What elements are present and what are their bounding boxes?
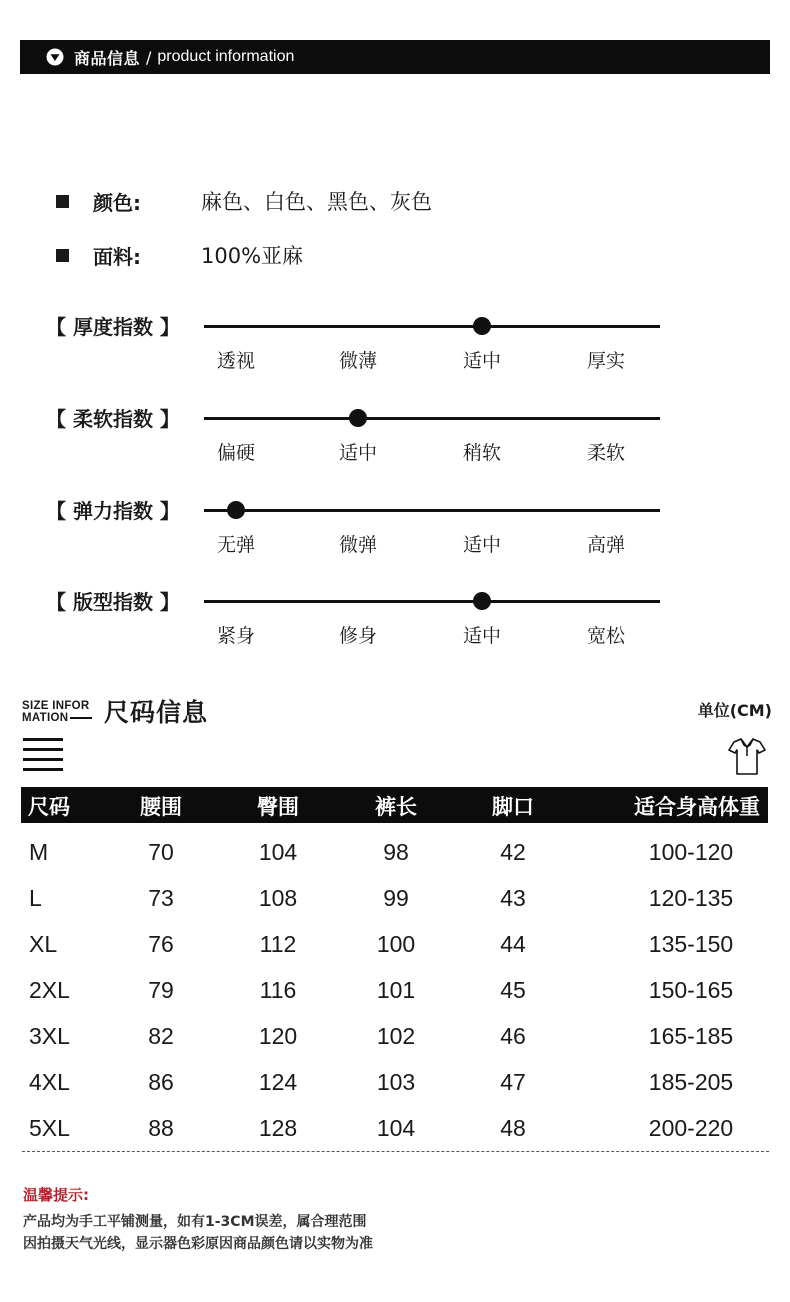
cell-size: 5XL xyxy=(29,1115,70,1141)
section-header-bar xyxy=(20,40,770,74)
cell-length: 104 xyxy=(376,1115,416,1141)
cell-waist: 88 xyxy=(148,1115,174,1141)
cell-waist: 73 xyxy=(148,885,174,911)
scale-option: 紧身 xyxy=(216,625,256,647)
attribute-value: 麻色、白色、黑色、灰色 xyxy=(201,190,432,214)
cell-leg-opening: 47 xyxy=(500,1069,526,1095)
cell-leg-opening: 45 xyxy=(500,977,526,1003)
scale-track xyxy=(204,417,660,420)
table-row xyxy=(21,877,768,923)
cell-size: M xyxy=(29,839,49,865)
scale-marker xyxy=(473,317,491,335)
header-separator: / xyxy=(146,47,152,67)
cell-height-weight: 200-220 xyxy=(648,1115,734,1141)
table-row xyxy=(21,1015,768,1061)
notice-line: 产品均为手工平铺测量，如有1-3CM误差，属合理范围 xyxy=(23,1214,367,1230)
table-row xyxy=(21,1107,768,1153)
attribute-color xyxy=(56,186,432,216)
bullet-square-icon xyxy=(56,249,69,262)
scale-title: 【 厚度指数 】 xyxy=(46,315,180,339)
cell-waist: 76 xyxy=(148,931,174,957)
scale-track xyxy=(204,600,660,603)
column-header-size: 尺码 xyxy=(28,795,70,819)
notice-line: 因拍摄天气光线，显示器色彩原因商品颜色请以实物为准 xyxy=(23,1236,373,1252)
dashed-divider xyxy=(22,1151,769,1152)
polo-shirt-icon xyxy=(728,736,766,776)
scale-title: 【 柔软指数 】 xyxy=(46,407,180,431)
menu-lines-icon xyxy=(23,738,63,778)
scale-marker xyxy=(473,592,491,610)
scale-option: 适中 xyxy=(462,350,502,372)
column-header-waist: 腰围 xyxy=(140,795,182,819)
scale-option: 宽松 xyxy=(586,625,626,647)
cell-length: 103 xyxy=(376,1069,416,1095)
cell-height-weight: 165-185 xyxy=(648,1023,734,1049)
size-info-en-line2: MATION xyxy=(22,712,69,724)
scale-option: 无弹 xyxy=(216,534,256,556)
scale-option: 微薄 xyxy=(338,350,378,372)
unit-label: 单位(CM) xyxy=(697,701,772,720)
cell-hip: 116 xyxy=(259,977,297,1003)
cell-height-weight: 100-120 xyxy=(648,839,734,865)
table-row xyxy=(21,831,768,877)
scale-option: 稍软 xyxy=(462,442,502,464)
heart-down-icon xyxy=(46,48,64,66)
header-title-en: product information xyxy=(157,48,295,65)
scale-option: 柔软 xyxy=(586,442,626,464)
scale-option: 适中 xyxy=(338,442,378,464)
cell-waist: 86 xyxy=(148,1069,174,1095)
cell-leg-opening: 48 xyxy=(500,1115,526,1141)
cell-size: 2XL xyxy=(29,977,70,1003)
cell-height-weight: 185-205 xyxy=(648,1069,734,1095)
column-header-leg-opening: 脚口 xyxy=(492,795,534,819)
scale-option: 透视 xyxy=(216,350,256,372)
cell-size: XL xyxy=(29,931,58,957)
scale-option: 偏硬 xyxy=(216,442,256,464)
cell-hip: 124 xyxy=(258,1069,298,1095)
cell-waist: 79 xyxy=(148,977,174,1003)
attribute-fabric xyxy=(56,240,304,270)
cell-hip: 108 xyxy=(258,885,298,911)
scale-option: 适中 xyxy=(462,625,502,647)
column-header-length: 裤长 xyxy=(375,795,417,819)
cell-leg-opening: 42 xyxy=(500,839,526,865)
cell-size: L xyxy=(29,885,42,911)
cell-leg-opening: 43 xyxy=(500,885,526,911)
table-row xyxy=(21,1061,768,1107)
scale-option: 适中 xyxy=(462,534,502,556)
cell-hip: 104 xyxy=(258,839,298,865)
cell-height-weight: 135-150 xyxy=(648,931,734,957)
cell-waist: 82 xyxy=(148,1023,174,1049)
column-header-height-weight: 适合身高体重 xyxy=(634,795,760,819)
cell-length: 101 xyxy=(376,977,416,1003)
cell-leg-opening: 44 xyxy=(500,931,526,957)
cell-size: 4XL xyxy=(29,1069,70,1095)
notice-title: 温馨提示: xyxy=(23,1186,89,1204)
cell-height-weight: 150-165 xyxy=(648,977,734,1003)
cell-length: 100 xyxy=(376,931,416,957)
size-title: 尺码信息 xyxy=(104,698,209,727)
attribute-label: 面料: xyxy=(93,244,141,269)
cell-hip: 112 xyxy=(259,931,297,957)
cell-length: 102 xyxy=(376,1023,416,1049)
scale-option: 微弹 xyxy=(338,534,378,556)
column-header-hip: 臀围 xyxy=(257,795,299,819)
cell-height-weight: 120-135 xyxy=(648,885,734,911)
attribute-value: 100%亚麻 xyxy=(201,244,304,268)
scale-title: 【 版型指数 】 xyxy=(46,590,180,614)
scale-track xyxy=(204,325,660,328)
header-title-cn: 商品信息 xyxy=(74,48,141,68)
scale-title: 【 弹力指数 】 xyxy=(46,499,180,523)
cell-hip: 128 xyxy=(258,1115,298,1141)
cell-waist: 70 xyxy=(148,839,174,865)
scale-option: 厚实 xyxy=(586,350,626,372)
cell-length: 99 xyxy=(383,885,409,911)
size-info-en-line1: SIZE INFOR xyxy=(22,700,90,712)
table-row xyxy=(21,969,768,1015)
size-table-header xyxy=(21,787,768,823)
bullet-square-icon xyxy=(56,195,69,208)
cell-size: 3XL xyxy=(29,1023,70,1049)
scale-option: 高弹 xyxy=(586,534,626,556)
cell-hip: 120 xyxy=(258,1023,298,1049)
cell-leg-opening: 46 xyxy=(500,1023,526,1049)
scale-marker xyxy=(227,501,245,519)
table-row xyxy=(21,923,768,969)
scale-marker xyxy=(349,409,367,427)
scale-track xyxy=(204,509,660,512)
cell-length: 98 xyxy=(383,839,409,865)
attribute-label: 颜色: xyxy=(93,190,141,215)
dash-divider xyxy=(70,717,92,719)
size-info-en-logo xyxy=(22,700,92,724)
scale-option: 修身 xyxy=(338,625,378,647)
